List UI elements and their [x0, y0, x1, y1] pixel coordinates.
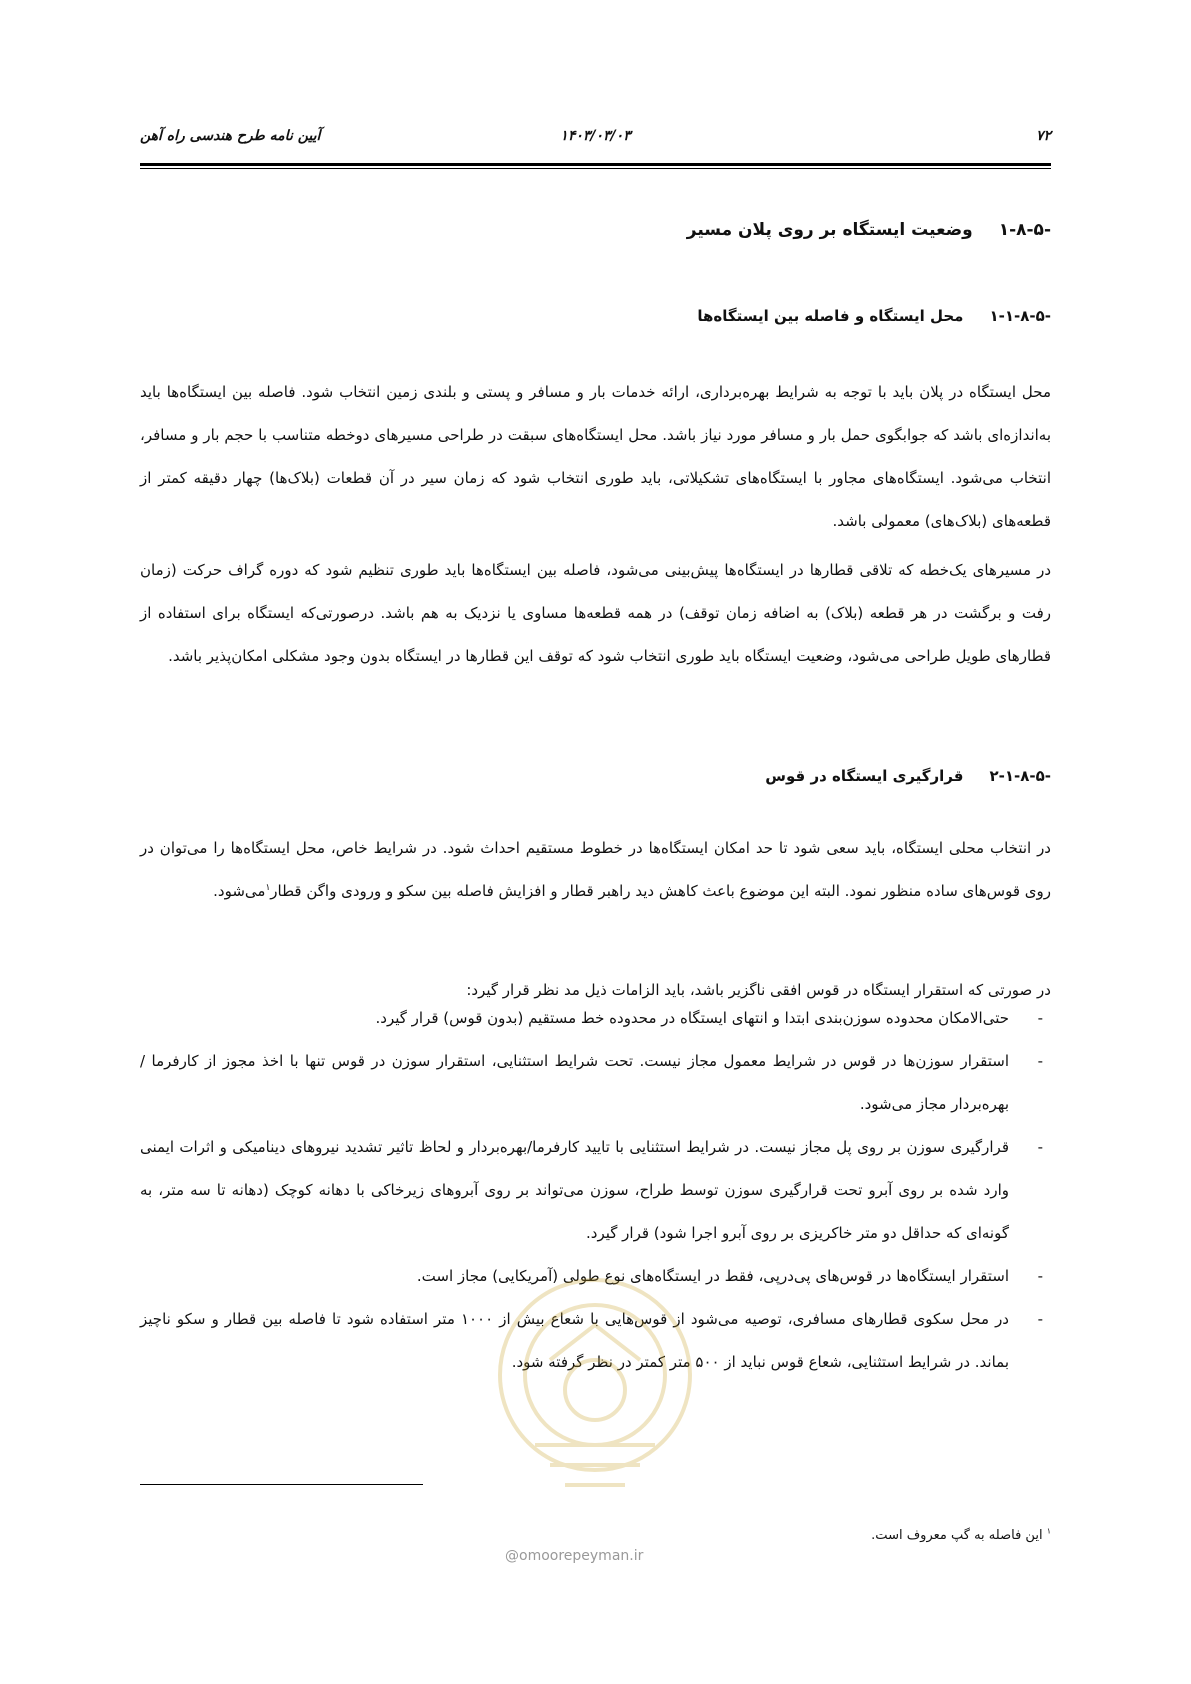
section-number: -۱-۸-۵ — [998, 220, 1051, 240]
page-number: ۷۲ — [1035, 128, 1051, 144]
section-heading-3 — [765, 767, 1051, 785]
list-item — [140, 1126, 1051, 1255]
section-number: -۲-۱-۸-۵ — [989, 767, 1051, 785]
footnote-reference[interactable]: ۱ — [265, 883, 271, 893]
list-item — [140, 1040, 1051, 1126]
footnote — [871, 1528, 1051, 1543]
header-rule — [140, 163, 1051, 166]
bullet-dash: - — [1037, 1009, 1043, 1027]
watermark-logo-icon — [490, 1270, 700, 1540]
list-item-text: قرارگیری سوزن بر روی پل مجاز نیست. در شرایط استثنایی با تایید کارفرما/بهره‌بردار و لحاظ تاثیر تشدید نیروهای دینامیکی و اثرات ایمنی وارد شده بر روی آبرو تحت قرارگیری سوزن توسط طراح، سوزن می‌تواند بر روی آبروهای زیرخاکی با دهانه کوچک (دهانه تا سه متر، به گونه‌ای که حداقل دو متر خاکریزی بر روی آبرو اجرا شود) قرار گیرد. — [140, 1138, 1009, 1242]
section-title: وضعیت ایستگاه بر روی پلان مسیر — [686, 220, 973, 240]
watermark-text: @omoorepeyman.ir — [505, 1548, 644, 1564]
bullet-dash: - — [1037, 1310, 1043, 1328]
bullet-dash: - — [1037, 1267, 1043, 1285]
list-item-text: استقرار سوزن‌ها در قوس در شرایط معمول مجاز نیست. تحت شرایط استثنایی، استقرار سوزن در قوس تنها با اخذ مجوز از کارفرما / بهره‌بردار مجاز می‌شود. — [140, 1052, 1009, 1113]
header-rule-thin — [140, 168, 1051, 169]
paragraph-text-tail: می‌شود. — [213, 882, 266, 900]
list-item-text: استقرار ایستگاه‌ها در قوس‌های پی‌درپی، فقط در ایستگاه‌های نوع طولی (آمریکایی) مجاز است. — [416, 1267, 1009, 1285]
paragraph-curve-selection — [140, 827, 1051, 913]
paragraph-text: در انتخاب محلی ایستگاه، باید سعی شود تا حد امکان ایستگاه‌ها در خطوط مستقیم احداث شود. در شرایط خاص، محل ایستگاه‌ها را می‌توان در روی قوس‌های ساده منظور نمود. البته این موضوع باعث کاهش دید راهبر قطار و افزایش فاصله بین سکو و ورودی واگن قطار — [140, 839, 1051, 900]
footnote-marker: ۱ — [1046, 1526, 1051, 1536]
list-item-text: حتی‌الامکان محدوده سوزن‌بندی ابتدا و انتهای ایستگاه در محدوده خط مستقیم (بدون قوس) قرار گیرد. — [375, 1009, 1009, 1027]
footnote-text: این فاصله به گپ معروف است. — [871, 1528, 1043, 1543]
section-heading-1 — [687, 220, 1051, 240]
paragraph-single-track: در مسیرهای یک‌خطه که تلاقی قطارها در ایستگاه‌ها پیش‌بینی می‌شود، فاصله بین ایستگاه‌ها باید طوری تنظیم شود که دوره گراف حرکت (زمان رفت و برگشت در هر قطعه (بلاک) به اضافه زمان توقف) در همه قطعه‌ها مساوی یا نزدیک به هم باشد. درصورتی‌که ایستگاه برای استفاده از قطارهای طویل طراحی می‌شود، وضعیت ایستگاه باید طوری انتخاب شود که توقف این قطارها در ایستگاه بدون وجود مشکلی امکان‌پذیر باشد. — [140, 561, 1051, 665]
paragraph-station-location: محل ایستگاه در پلان باید با توجه به شرایط بهره‌برداری، ارائه خدمات بار و مسافر و پستی و بلندی زمین انتخاب شود. فاصله بین ایستگاه‌ها باید به‌اندازه‌ای باشد که جوابگوی حمل بار و مسافر مورد نیاز باشد. محل ایستگاه‌های سبقت در طراحی مسیرهای دوخطه متناسب با حجم بار و مسافر، انتخاب می‌شود. ایستگاه‌های مجاور با ایستگاه‌های تشکیلاتی، باید طوری انتخاب شود که زمان سیر در آن قطعات (بلاک‌ها) چهار دقیقه کمتر از قطعه‌های (بلاک‌های) معمولی باشد. — [140, 383, 1051, 530]
list-item — [140, 997, 1051, 1040]
section-title: محل ایستگاه و فاصله بین ایستگاه‌ها — [697, 307, 964, 325]
header-date: ۱۴۰۳/۰۳/۰۳ — [560, 128, 631, 144]
list-item-text: در محل سکوی قطارهای مسافری، توصیه می‌شود از قوس‌هایی با شعاع بیش از ۱۰۰۰ متر استفاده شود تا فاصله بین قطار و سکو ناچیز بماند. در شرایط استثنایی، شعاع قوس نباید از ۵۰۰ متر کمتر در نظر گرفته شود. — [140, 1310, 1009, 1371]
document-title: آیین نامه طرح هندسی راه آهن — [140, 128, 321, 144]
bullet-dash: - — [1037, 1138, 1043, 1156]
footnote-rule — [140, 1484, 423, 1485]
section-number: -۱-۱-۸-۵ — [989, 307, 1051, 325]
bullet-dash: - — [1037, 1052, 1043, 1070]
section-title: قرارگیری ایستگاه در قوس — [765, 767, 964, 785]
paragraph-requirements-intro: در صورتی که استقرار ایستگاه در قوس افقی ناگزیر باشد، باید الزامات ذیل مد نظر قرار گیرد: — [466, 981, 1051, 999]
page-header — [140, 128, 1051, 150]
section-heading-2 — [697, 307, 1051, 325]
